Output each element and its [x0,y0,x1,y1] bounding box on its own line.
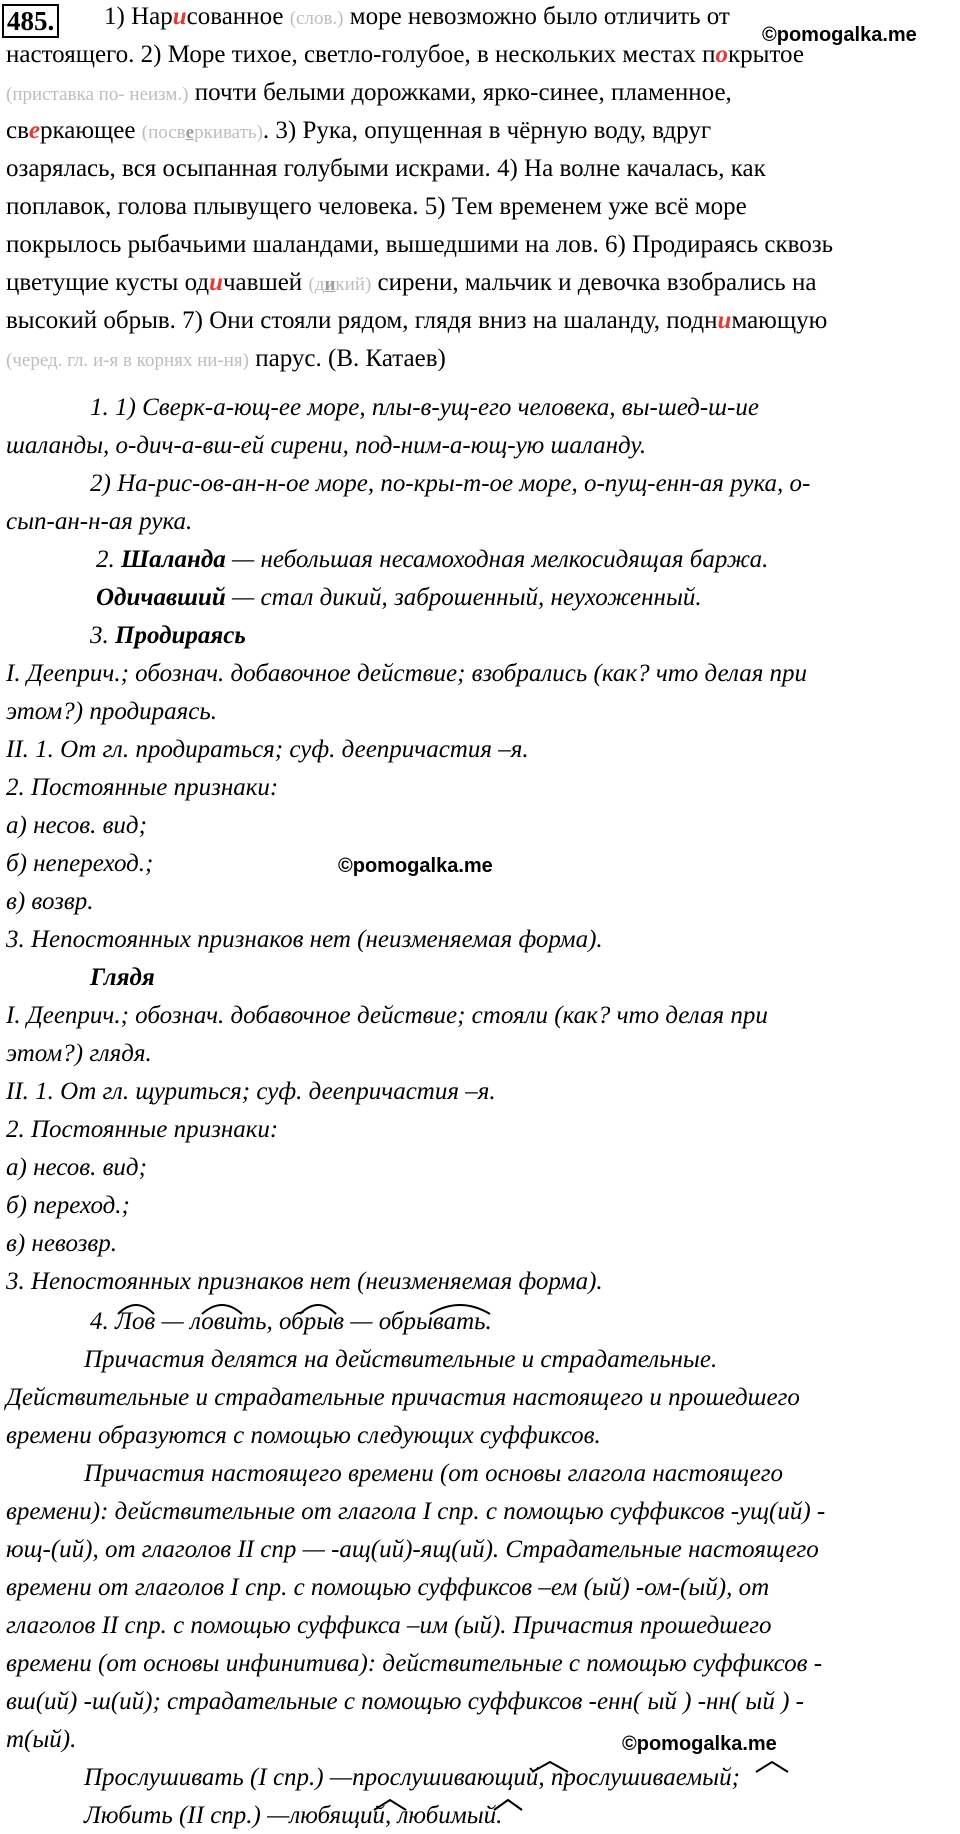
analysis-2-line-7: в) невозвр. [6,1230,117,1257]
analysis-2-title: Глядя [90,964,155,991]
answer-1-1-cont: шаланды, о-дич-а-вш-ей сирени, под-ним-а-ющ-ую шаланду. [6,432,647,459]
analysis-2-line-6: б) переход.; [6,1192,130,1219]
analysis-1-line-7: в) возвр. [6,888,94,915]
theory-line-4: Причастия настоящего времени (от основы глагола настоящего [84,1460,784,1487]
watermark-top: ©pomogalka.me [762,24,917,46]
theory-line-3: времени образуются с помощью следующих суффиксов. [6,1422,601,1449]
theory-line-5: времени): действительные от глагола I спр. с помощью суффиксов -ущ(ий) - [6,1498,826,1525]
analysis-1-line-5: а) несов. вид; [6,812,147,839]
example-line-1: Прослушивать (I спр.) —прослушивающий, прослушиваемый; [84,1764,740,1791]
analysis-1-line-2: этом?) продираясь. [6,698,217,725]
text-line-10: (черед. гл. и-я в корнях ни-ня) парус. (В. Катаев) [6,345,446,372]
exercise-number: 485. [2,4,59,38]
text-line-9: высокий обрыв. 7) Они стояли рядом, глядя вниз на шаланду, поднимающую [6,307,828,334]
watermark-middle: ©pomogalka.me [338,855,493,877]
theory-line-11: т(ый). [6,1726,77,1753]
analysis-2-line-4: 2. Постоянные признаки: [6,1116,279,1143]
analysis-1-line-8: 3. Непостоянных признаков нет (неизменяемая форма). [6,926,603,953]
watermark-bottom: ©pomogalka.me [622,1733,777,1755]
answer-2-shalanda: 2. Шаланда — небольшая несамоходная мелкосидящая баржа. [96,546,769,573]
answer-4: 4. Лов — ловить, обрыв — обрывать. [90,1308,492,1335]
text-line-8: цветущие кусты одичавшей (дикий) сирени, мальчик и девочка взобрались на [6,269,817,296]
text-line-7: покрылось рыбачьими шаландами, вышедшими на лов. 6) Продираясь сквозь [6,231,834,258]
theory-line-2: Действительные и страдательные причастия настоящего и прошедшего [6,1384,800,1411]
text-line-2: настоящего. 2) Море тихое, светло-голубое, в нескольких местах покрытое [6,41,804,68]
answer-1-2: 2) На-рис-ов-ан-н-ое море, по-кры-т-ое море, о-пущ-енн-ая рука, о- [90,470,811,497]
answer-2-odichavshiy: Одичавший — стал дикий, заброшенный, неухоженный. [96,584,702,611]
theory-line-6: ющ-(ий), от глаголов II спр — -ащ(ий)-ящ(ий). Страдательные настоящего [6,1536,819,1563]
analysis-1-line-1: I. Дееприч.; обознач. добавочное действие; взобрались (как? что делая при [6,660,808,687]
theory-line-9: времени (от основы инфинитива): действительные с помощью суффиксов - [6,1650,823,1677]
analysis-2-line-5: а) несов. вид; [6,1154,147,1181]
analysis-2-line-8: 3. Непостоянных признаков нет (неизменяемая форма). [6,1268,603,1295]
analysis-2-line-1: I. Дееприч.; обознач. добавочное действие; стояли (как? что делая при [6,1002,768,1029]
theory-line-8: глаголов II спр. с помощью суффикса –им (ый). Причастия прошедшего [6,1612,772,1639]
analysis-2-line-3: II. 1. От гл. щуриться; суф. деепричастия –я. [6,1078,496,1105]
theory-line-1: Причастия делятся на действительные и страдательные. [84,1346,718,1373]
suffix-mark-prosl-2 [756,1762,788,1772]
text-line-4: сверкающее (посверкивать). 3) Рука, опущенная в чёрную воду, вдруг [6,117,712,144]
text-line-6: поплавок, голова плывущего человека. 5) Тем временем уже всё море [6,193,747,220]
analysis-1-line-4: 2. Постоянные признаки: [6,774,279,801]
text-line-3: (приставка по- неизм.) почти белыми дорожками, ярко-синее, пламенное, [6,79,732,106]
answer-3-title: 3. Продираясь [90,622,246,649]
analysis-1-line-3: II. 1. От гл. продираться; суф. деепричастия –я. [6,736,529,763]
text-line-1: 1) Нарисованное (слов.) море невозможно было отличить от [104,3,730,30]
answer-1-1: 1. 1) Сверк-а-ющ-ее море, плы-в-ущ-его человека, вы-шед-ш-ие [90,394,759,421]
analysis-2-line-2: этом?) глядя. [6,1040,152,1067]
answer-1-2-cont: сып-ан-н-ая рука. [6,508,193,535]
example-line-2: Любить (II спр.) —любящий, любимый. [84,1802,503,1829]
analysis-1-line-6: б) непереход.; [6,850,154,877]
text-line-5: озарялась, вся осыпанная голубыми искрами. 4) На волне качалась, как [6,155,766,182]
theory-line-10: вш(ий) -ш(ий); страдательные с помощью суффиксов -енн( ый ) -нн( ый ) - [6,1688,804,1715]
theory-line-7: времени от глаголов I спр. с помощью суффиксов –ем (ый) -ом-(ый), от [6,1574,770,1601]
